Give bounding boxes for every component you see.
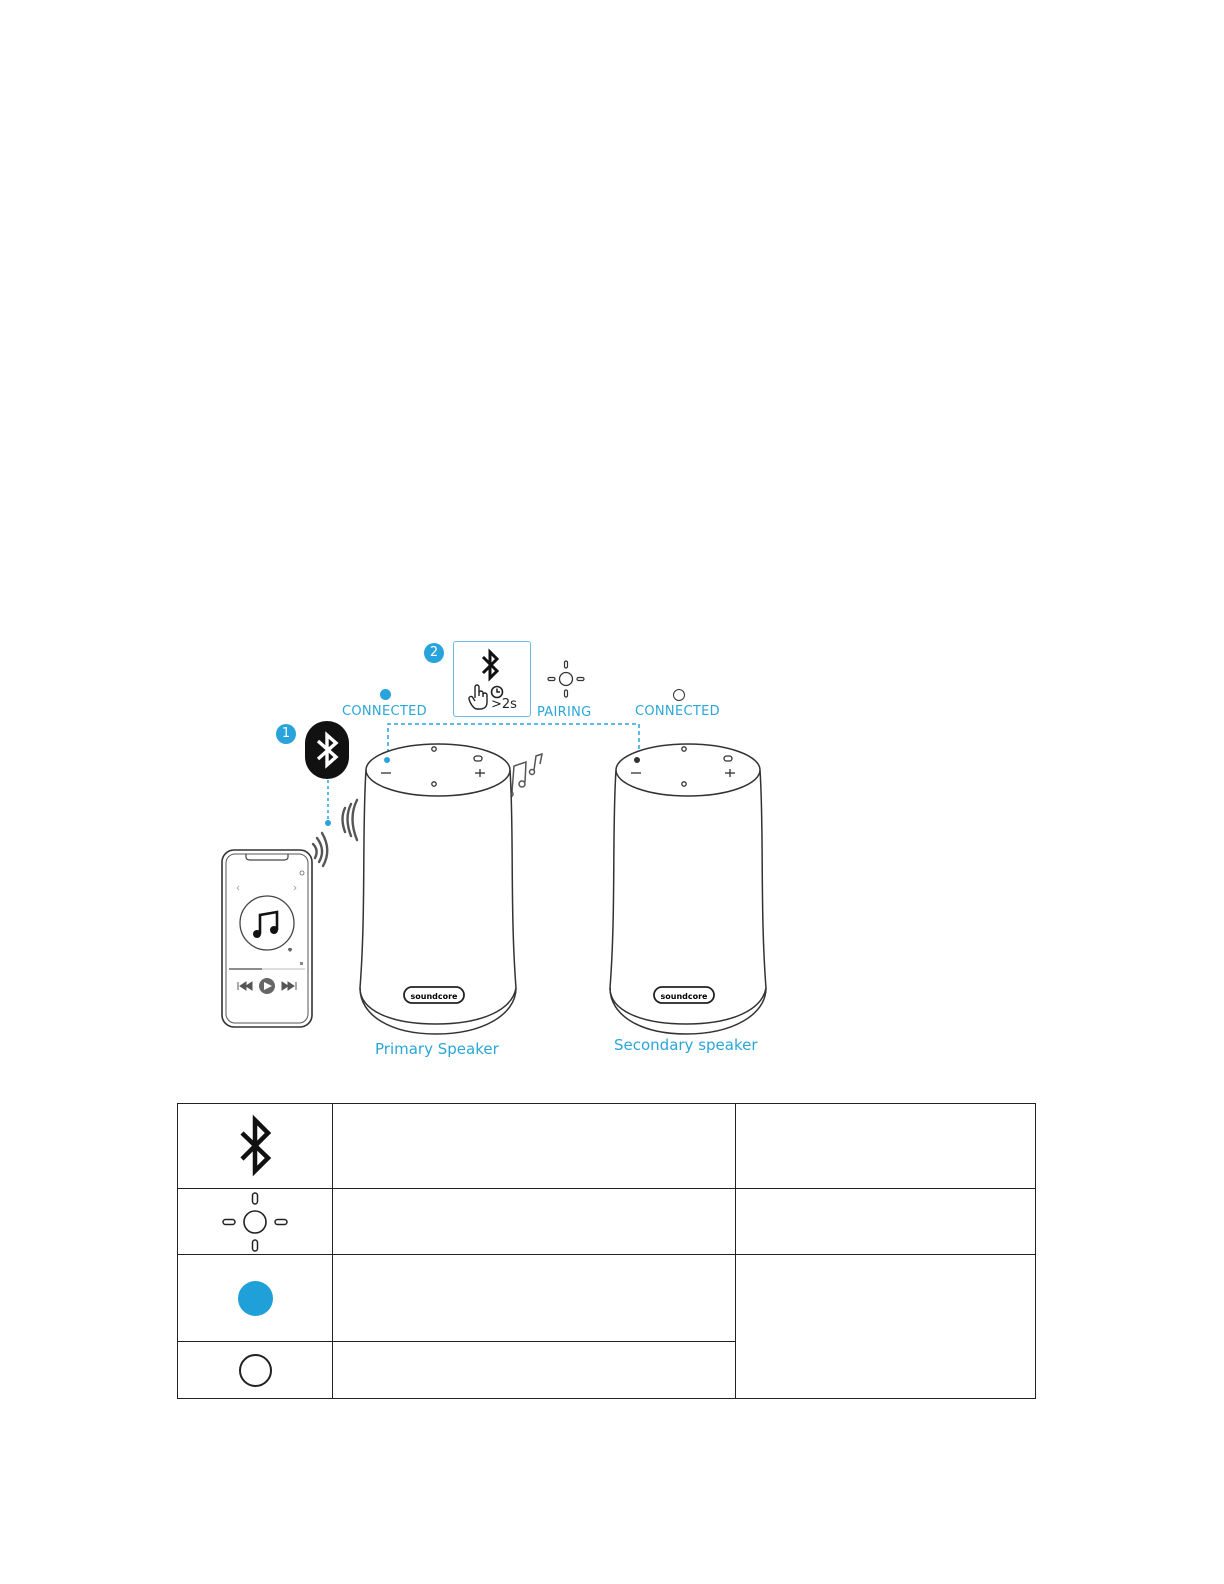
legend-note-cell xyxy=(736,1255,1036,1399)
legend-description-cell xyxy=(333,1189,736,1255)
legend-note-cell xyxy=(736,1189,1036,1255)
bluetooth-icon xyxy=(478,648,502,682)
bluetooth-icon xyxy=(238,1114,272,1178)
pairing-status-label: PAIRING xyxy=(537,705,592,720)
hold-duration: >2s xyxy=(491,697,517,712)
solid-blue-led-icon xyxy=(238,1281,273,1316)
table-row xyxy=(178,1104,1036,1189)
pairing-indicator-icon xyxy=(220,1191,290,1253)
legend-icon-cell xyxy=(178,1189,333,1255)
primary-speaker-caption: Primary Speaker xyxy=(375,1040,499,1058)
table-row xyxy=(178,1255,1036,1342)
legend-description-cell xyxy=(333,1342,736,1399)
step-2-badge: 2 xyxy=(424,643,444,663)
secondary-led-icon xyxy=(673,689,685,701)
speaker-brand-mark: soundcore xyxy=(660,992,708,1001)
smartphone-illustration xyxy=(220,848,314,1030)
bluetooth-icon xyxy=(314,730,340,770)
legend-icon-cell xyxy=(178,1104,333,1189)
primary-speaker-illustration xyxy=(350,740,526,1040)
step-2-instruction-box xyxy=(453,641,531,717)
step-1-badge: 1 xyxy=(276,724,296,744)
table-row xyxy=(178,1189,1036,1255)
speaker-brand-mark: soundcore xyxy=(410,992,458,1001)
primary-led-icon xyxy=(380,689,391,700)
secondary-status-label: CONNECTED xyxy=(635,704,720,719)
legend-icon-cell xyxy=(178,1255,333,1342)
legend-icon-cell xyxy=(178,1342,333,1399)
hand-press-icon xyxy=(468,684,490,710)
primary-status-label: CONNECTED xyxy=(342,704,427,719)
indicator-legend-table xyxy=(177,1103,1036,1399)
legend-description-cell xyxy=(333,1104,736,1189)
secondary-speaker-illustration xyxy=(600,740,776,1040)
bluetooth-badge xyxy=(305,721,349,779)
pairing-indicator-icon xyxy=(545,659,587,699)
legend-description-cell xyxy=(333,1255,736,1342)
legend-note-cell xyxy=(736,1104,1036,1189)
secondary-speaker-caption: Secondary speaker xyxy=(614,1036,758,1054)
white-led-icon xyxy=(239,1354,272,1387)
